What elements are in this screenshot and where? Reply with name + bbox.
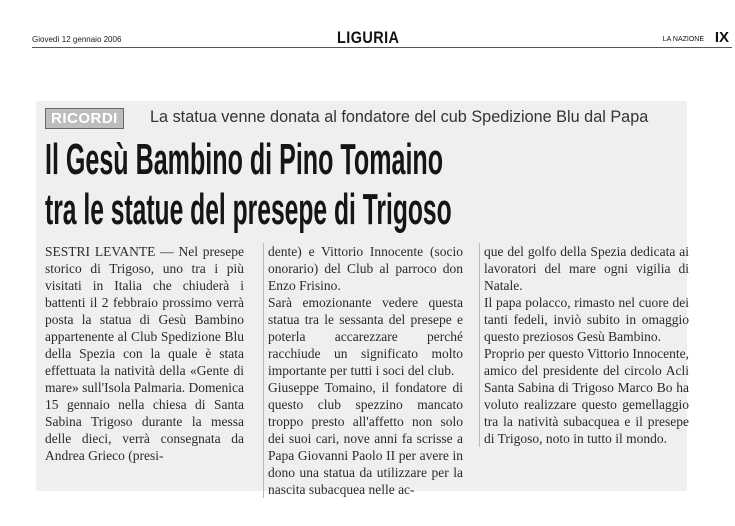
page-header [32, 28, 732, 48]
headline-line-2: tra le statue del presepe di Trigoso [45, 185, 452, 234]
article-clipping [36, 101, 689, 497]
article-column-1 [45, 243, 244, 464]
column-3-paragraph-1: que del golfo della Spezia dedicata ai lavoratori del mare ogni vigilia di Natale. [484, 244, 689, 293]
column-2-paragraph-3: Giuseppe Tomaino, il fondatore di questo club spezzino mancato troppo presto all'affetto non solo dei suoi cari, nove anni fa scrisse a Papa Giovanni Paolo II per avere in dono una statua da utilizzare per la nascita subacquea nelle ac- [268, 380, 463, 497]
header-divider [32, 47, 732, 48]
column-3-paragraph-2: Il papa polacco, rimasto nel cuore dei tanti fedeli, inviò subito in omaggio questo preziosos Gesù Bambino. [484, 295, 689, 344]
issue-date: Giovedì 12 gennaio 2006 [32, 35, 122, 44]
kicker-subtitle: La statua venne donata al fondatore del cub Spedizione Blu dal Papa [150, 107, 649, 126]
article-column-3 [479, 243, 689, 447]
kicker-label: RICORDI [45, 108, 124, 129]
column-2-paragraph-1: dente) e Vittorio Innocente (socio onorario) del Club al parroco don Enzo Frisino. [268, 244, 463, 293]
section-title: LIGURIA [337, 28, 400, 47]
page-number: IX [714, 29, 729, 46]
newspaper-name: LA NAZIONE [662, 36, 704, 43]
column-2-paragraph-2: Sarà emozionante vedere questa statua tra le sessanta del presepe e poterla accarezzare perché racchiude un significato molto importante per tutti i soci del club. [268, 295, 463, 378]
article-column-2 [263, 243, 463, 498]
column-1-text: SESTRI LEVANTE — Nel presepe storico di Trigoso, uno tra i più visitati in Italia che chiuderà i battenti il 2 febbraio prossimo verrà posta la statua di Gesù Bambino appartenente al Club Spedizione Blu della Spezia con la quale è stata effettuata la natività della «Gente di mare» sull'Isola Palmaria. Domenica 15 gennaio nella chiesa di Santa Sabina Trigoso durante la messa delle dieci, verrà consegnata da Andrea Grieco (presi- [45, 244, 244, 463]
headline-line-1: Il Gesù Bambino di Pino Tomaino [45, 135, 444, 184]
column-3-paragraph-3: Proprio per questo Vittorio Innocente, amico del presidente del circolo Acli Santa Sabina di Trigoso Marco Bo ha voluto realizzare questo gemellaggio tra la natività subacquea e il presepe di Trigoso, noto in tutto il mondo. [484, 346, 689, 446]
